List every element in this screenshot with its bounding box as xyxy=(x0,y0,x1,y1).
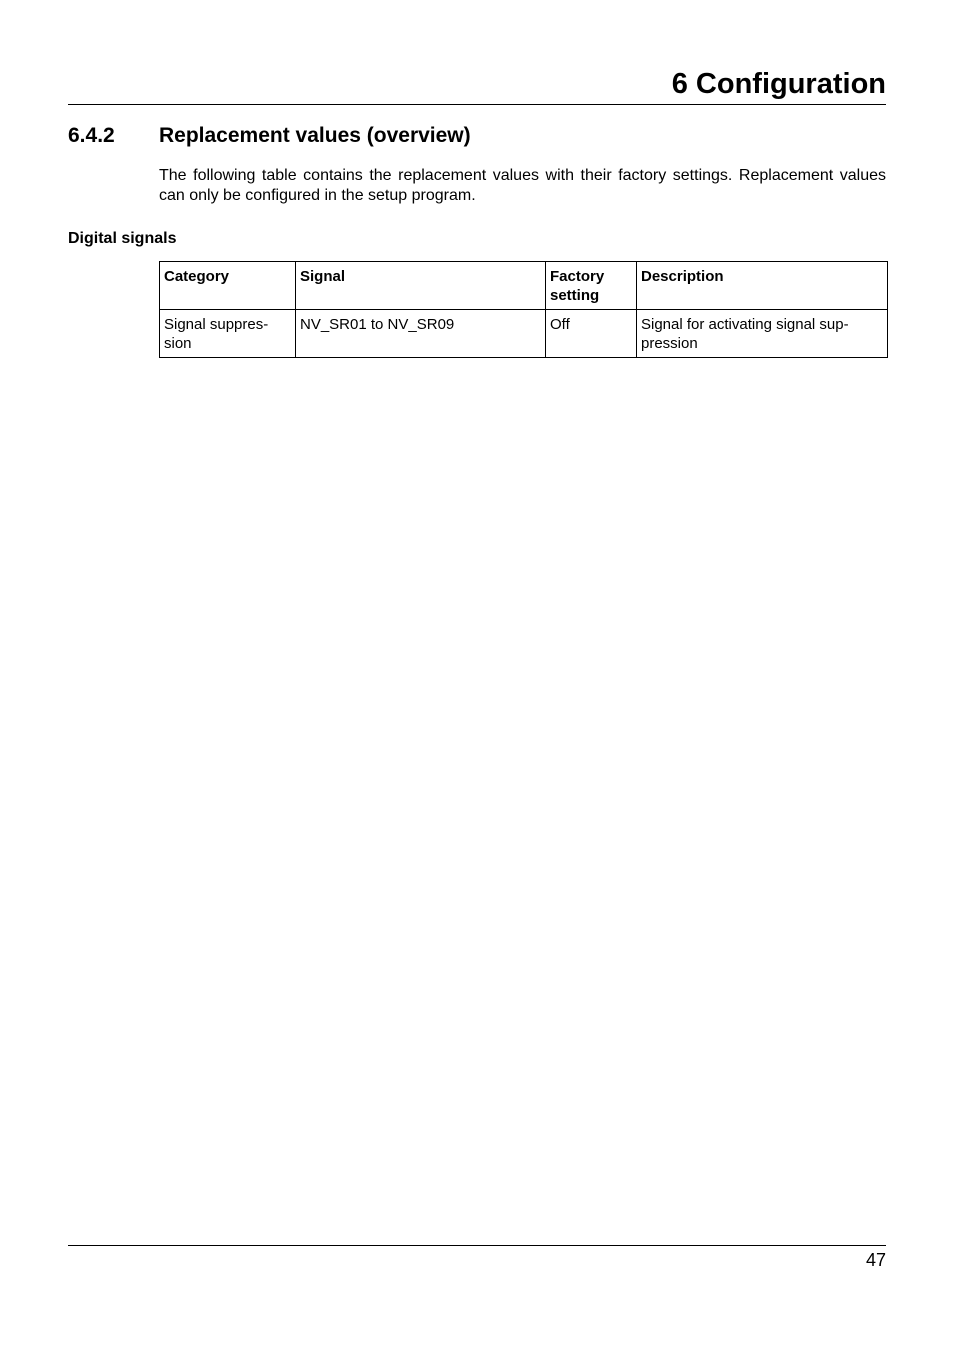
section-number: 6.4.2 xyxy=(68,124,115,147)
replacement-values-table xyxy=(159,261,888,358)
header-factory-setting: Factory setting xyxy=(546,262,637,310)
footer-rule xyxy=(68,1245,886,1246)
header-description: Description xyxy=(637,262,888,310)
header-signal: Signal xyxy=(296,262,546,310)
cell-factory-setting: Off xyxy=(546,310,637,358)
intro-paragraph: The following table contains the replacement values with their factory settings. Replacement values can only be configured in the setup program. xyxy=(159,167,886,204)
section-heading xyxy=(68,123,471,149)
section-title: Replacement values (overview) xyxy=(159,124,471,147)
table-row xyxy=(160,310,888,358)
header-rule xyxy=(68,104,886,105)
subheading-digital-signals: Digital signals xyxy=(68,230,177,247)
page-number: 47 xyxy=(865,1250,886,1270)
header-category: Category xyxy=(160,262,296,310)
cell-description: Signal for activating signal sup-pression xyxy=(637,310,888,358)
table-header-row xyxy=(160,262,888,310)
cell-signal: NV_SR01 to NV_SR09 xyxy=(296,310,546,358)
chapter-title: 6 Configuration xyxy=(671,68,886,100)
cell-category: Signal suppres-sion xyxy=(160,310,296,358)
